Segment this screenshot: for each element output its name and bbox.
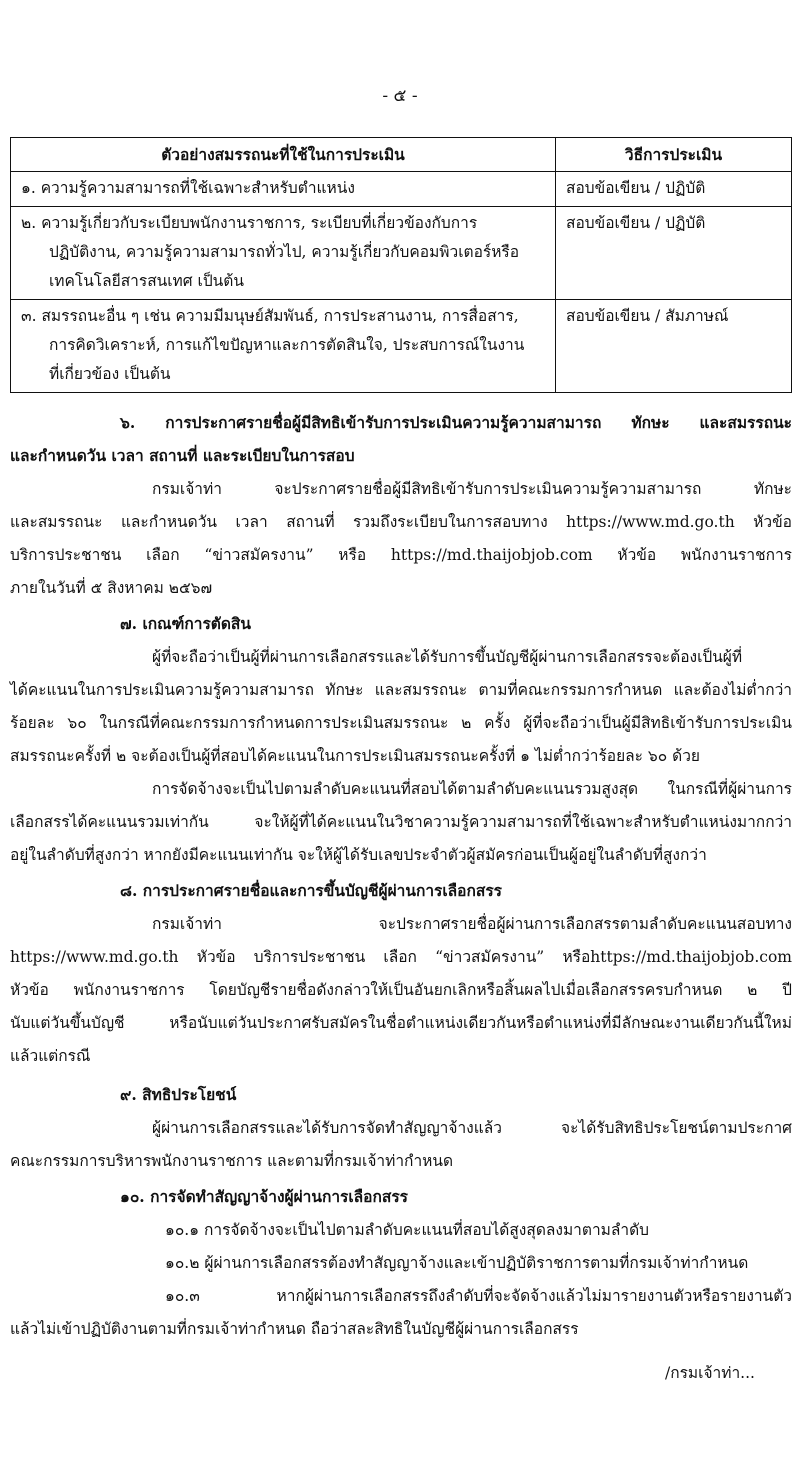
table-header-competency: ตัวอย่างสมรรถนะที่ใช้ในการประเมิน [11,138,556,172]
paragraph-line: อยู่ในลำดับที่สูงกว่า หากยังมีคะแนนเท่ากัน จะให้ผู้ได้รับเลขประจำตัวผู้สมัครก่อนเป็นผู้อยู่ในลำดับที่สูงกว่า [10,846,707,864]
paragraph-line: เลือกสรรได้คะแนนรวมเท่ากัน จะให้ผู้ที่ได้คะแนนในวิชาความรู้ความสามารถที่ใช้เฉพาะสำหรับตำแหน่งมากกว่า [10,813,792,831]
table-header-method: วิธีการประเมิน [556,138,792,172]
section-6-title: ๖. การประกาศรายชื่อผู้มีสิทธิเข้ารับการประเมินความรู้ความสามารถ ทักษะ และสมรรถนะ [120,413,792,432]
section-9-title: ๙. สิทธิประโยชน์ [120,1085,237,1104]
paragraph-line: บริการประชาชน เลือก “ข่าวสมัครงาน” หรือ https://md.thaijobjob.com หัวข้อ พนักงานราชการ [10,546,792,564]
paragraph-line: และสมรรถนะ และกำหนดวัน เวลา สถานที่ รวมถึงระเบียบในการสอบทาง https://www.md.go.th หัวข้อ [10,513,792,531]
section-7-title: ๗. เกณฑ์การตัดสิน [120,614,251,633]
paragraph-line: การจัดจ้างจะเป็นไปตามลำดับคะแนนที่สอบได้ตามลำดับคะแนนรวมสูงสุด ในกรณีที่ผู้ผ่านการ [152,780,792,798]
paragraph-line: ร้อยละ ๖๐ ในกรณีที่คณะกรรมการกำหนดการประเมินสมรรถนะ ๒ ครั้ง ผู้ที่จะถือว่าเป็นผู้มีสิทธิเข้ารับการประเมิน [10,714,792,732]
competency-line: การคิดวิเคราะห์, การแก้ไขปัญหาและการตัดสินใจ, ประสบการณ์ในงาน [49,336,525,354]
table-row [11,207,792,300]
paragraph-line: กรมเจ้าท่า จะประกาศรายชื่อผู้ผ่านการเลือกสรรตามลำดับคะแนนสอบทาง [152,915,792,933]
paragraph-line: นับแต่วันขึ้นบัญชี หรือนับแต่วันประกาศรับสมัครในชื่อตำแหน่งเดียวกันหรือตำแหน่งที่มีลักษณะงานเดียวกันนี้ใหม่ [10,1014,792,1032]
method-cell: สอบข้อเขียน / ปฏิบัติ [556,207,792,300]
competency-line: ๓. สมรรถนะอื่น ๆ เช่น ความมีมนุษย์สัมพันธ์, การประสานงาน, การสื่อสาร, [21,307,519,325]
competency-line: เทคโนโลยีสารสนเทศ เป็นต้น [49,272,244,290]
assessment-table [10,137,792,393]
competency-line: ปฏิบัติงาน, ความรู้ความสามารถทั่วไป, ความรู้เกี่ยวกับคอมพิวเตอร์หรือ [49,243,520,261]
competency-line: ๒. ความรู้เกี่ยวกับระเบียบพนักงานราชการ, ระเบียบที่เกี่ยวข้องกับการ [21,214,478,232]
paragraph-line: https://www.md.go.th หัวข้อ บริการประชาชน เลือก “ข่าวสมัครงาน” หรือhttps://md.thaijobjob.com [10,948,792,966]
section-6-title-cont: และกำหนดวัน เวลา สถานที่ และระเบียบในการสอบ [10,446,355,465]
paragraph-line: ภายในวันที่ ๕ สิงหาคม ๒๕๖๗ [10,579,213,597]
section-10-title: ๑๐. การจัดทำสัญญาจ้างผู้ผ่านการเลือกสรร [120,1187,408,1206]
paragraph-line: ได้คะแนนในการประเมินความรู้ความสามารถ ทักษะ และสมรรถนะ ตามที่คณะกรรมการกำหนด และต้องไม่ต่ำกว่า [10,681,792,699]
paragraph-line: ผู้ผ่านการเลือกสรรและได้รับการจัดทำสัญญาจ้างแล้ว จะได้รับสิทธิประโยชน์ตามประกาศ [152,1119,792,1137]
paragraph-line: สมรรถนะครั้งที่ ๒ จะต้องเป็นผู้ที่สอบได้คะแนนในการประเมินสมรรถนะครั้งที่ ๑ ไม่ต่ำกว่าร้อยละ ๖๐ ด้วย [10,747,701,765]
paragraph-line: คณะกรรมการบริหารพนักงานราชการ และตามที่กรมเจ้าท่ากำหนด [10,1152,454,1170]
list-item: ๑๐.๒ ผู้ผ่านการเลือกสรรต้องทำสัญญาจ้างและเข้าปฏิบัติราชการตามที่กรมเจ้าท่ากำหนด [165,1254,749,1272]
paragraph-line: ผู้ที่จะถือว่าเป็นผู้ที่ผ่านการเลือกสรรและได้รับการขึ้นบัญชีผู้ผ่านการเลือกสรรจะต้องเป็นผู้ที่ [152,648,743,666]
continuation-note: /กรมเจ้าท่า... [665,1364,755,1382]
competency-line: ๑. ความรู้ความสามารถที่ใช้เฉพาะสำหรับตำแหน่ง [21,179,355,197]
list-item-cont: แล้วไม่เข้าปฏิบัติงานตามที่กรมเจ้าท่ากำหนด ถือว่าสละสิทธิในบัญชีผู้ผ่านการเลือกสรร [10,1320,579,1338]
page-number: - ๕ - [382,86,418,106]
paragraph-line: แล้วแต่กรณี [10,1047,91,1065]
list-item: ๑๐.๑ การจัดจ้างจะเป็นไปตามลำดับคะแนนที่สอบได้สูงสุดลงมาตามลำดับ [165,1221,649,1239]
section-8-title: ๘. การประกาศรายชื่อและการขึ้นบัญชีผู้ผ่านการเลือกสรร [120,881,502,900]
competency-cell [11,207,556,300]
paragraph-line: หัวข้อ พนักงานราชการ โดยบัญชีรายชื่อดังกล่าวให้เป็นอันยกเลิกหรือสิ้นผลไปเมื่อเลือกสรรครบกำหนด ๒ ปี [10,981,792,999]
list-item: ๑๐.๓ หากผู้ผ่านการเลือกสรรถึงลำดับที่จะจัดจ้างแล้วไม่มารายงานตัวหรือรายงานตัว [165,1287,792,1305]
competency-line: ที่เกี่ยวข้อง เป็นต้น [49,365,171,383]
table-row [11,300,792,393]
table-header-row [11,138,792,172]
paragraph-line: กรมเจ้าท่า จะประกาศรายชื่อผู้มีสิทธิเข้ารับการประเมินความรู้ความสามารถ ทักษะ [152,480,792,498]
method-cell: สอบข้อเขียน / สัมภาษณ์ [556,300,792,393]
method-cell: สอบข้อเขียน / ปฏิบัติ [556,172,792,207]
table-row [11,172,792,207]
competency-cell [11,172,556,207]
competency-cell [11,300,556,393]
